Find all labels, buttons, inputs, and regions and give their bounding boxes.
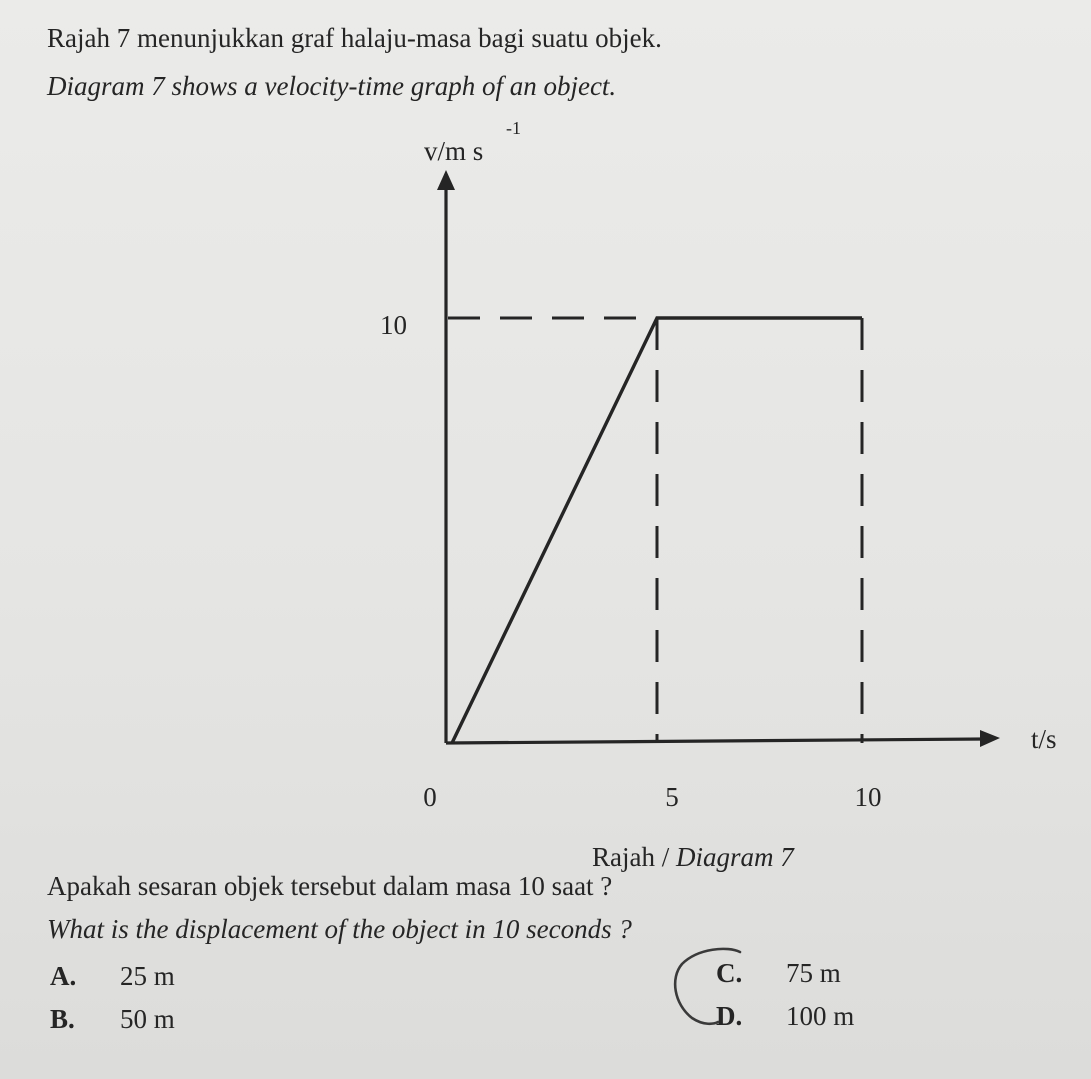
axes [437,170,1000,747]
y-axis-label-exponent: -1 [506,118,521,138]
option-c[interactable] [716,957,841,989]
y-axis-label: v/m s [424,136,484,166]
question-malay: Apakah sesaran objek tersebut dalam masa 10 saat ? [47,871,613,901]
option-d[interactable] [716,1000,854,1032]
option-b-text: 50 m [120,1004,175,1034]
y-tick-label-10: 10 [380,310,407,340]
option-b[interactable] [50,1003,175,1035]
x-axis-label: t/s [1031,724,1057,754]
x-axis-line [446,739,985,743]
question-english: What is the displacement of the object in 10 seconds ? [47,914,632,944]
diagram-caption [592,842,795,872]
caption-malay: Rajah / [592,842,676,872]
x-axis-arrowhead [980,730,1000,747]
axis-labels [424,118,1057,754]
option-d-text: 100 m [786,1001,855,1031]
x-tick-label-5: 5 [665,782,679,812]
x-tick-label-10: 10 [854,782,882,812]
intro-malay: Rajah 7 menunjukkan graf halaju-masa bagi suatu objek. [47,23,662,53]
option-c-letter: C. [716,958,743,988]
option-c-text: 75 m [786,958,841,988]
option-a-text: 25 m [120,961,175,991]
caption-english: Diagram 7 [675,842,794,872]
x-tick-label-0: 0 [423,782,437,812]
y-axis-arrowhead [437,170,455,190]
intro-english: Diagram 7 shows a velocity-time graph of an object. [47,71,617,101]
option-a[interactable] [50,960,175,992]
option-d-letter: D. [716,1001,743,1031]
option-a-letter: A. [50,961,77,991]
option-b-letter: B. [50,1004,75,1034]
guide-lines [448,318,862,743]
